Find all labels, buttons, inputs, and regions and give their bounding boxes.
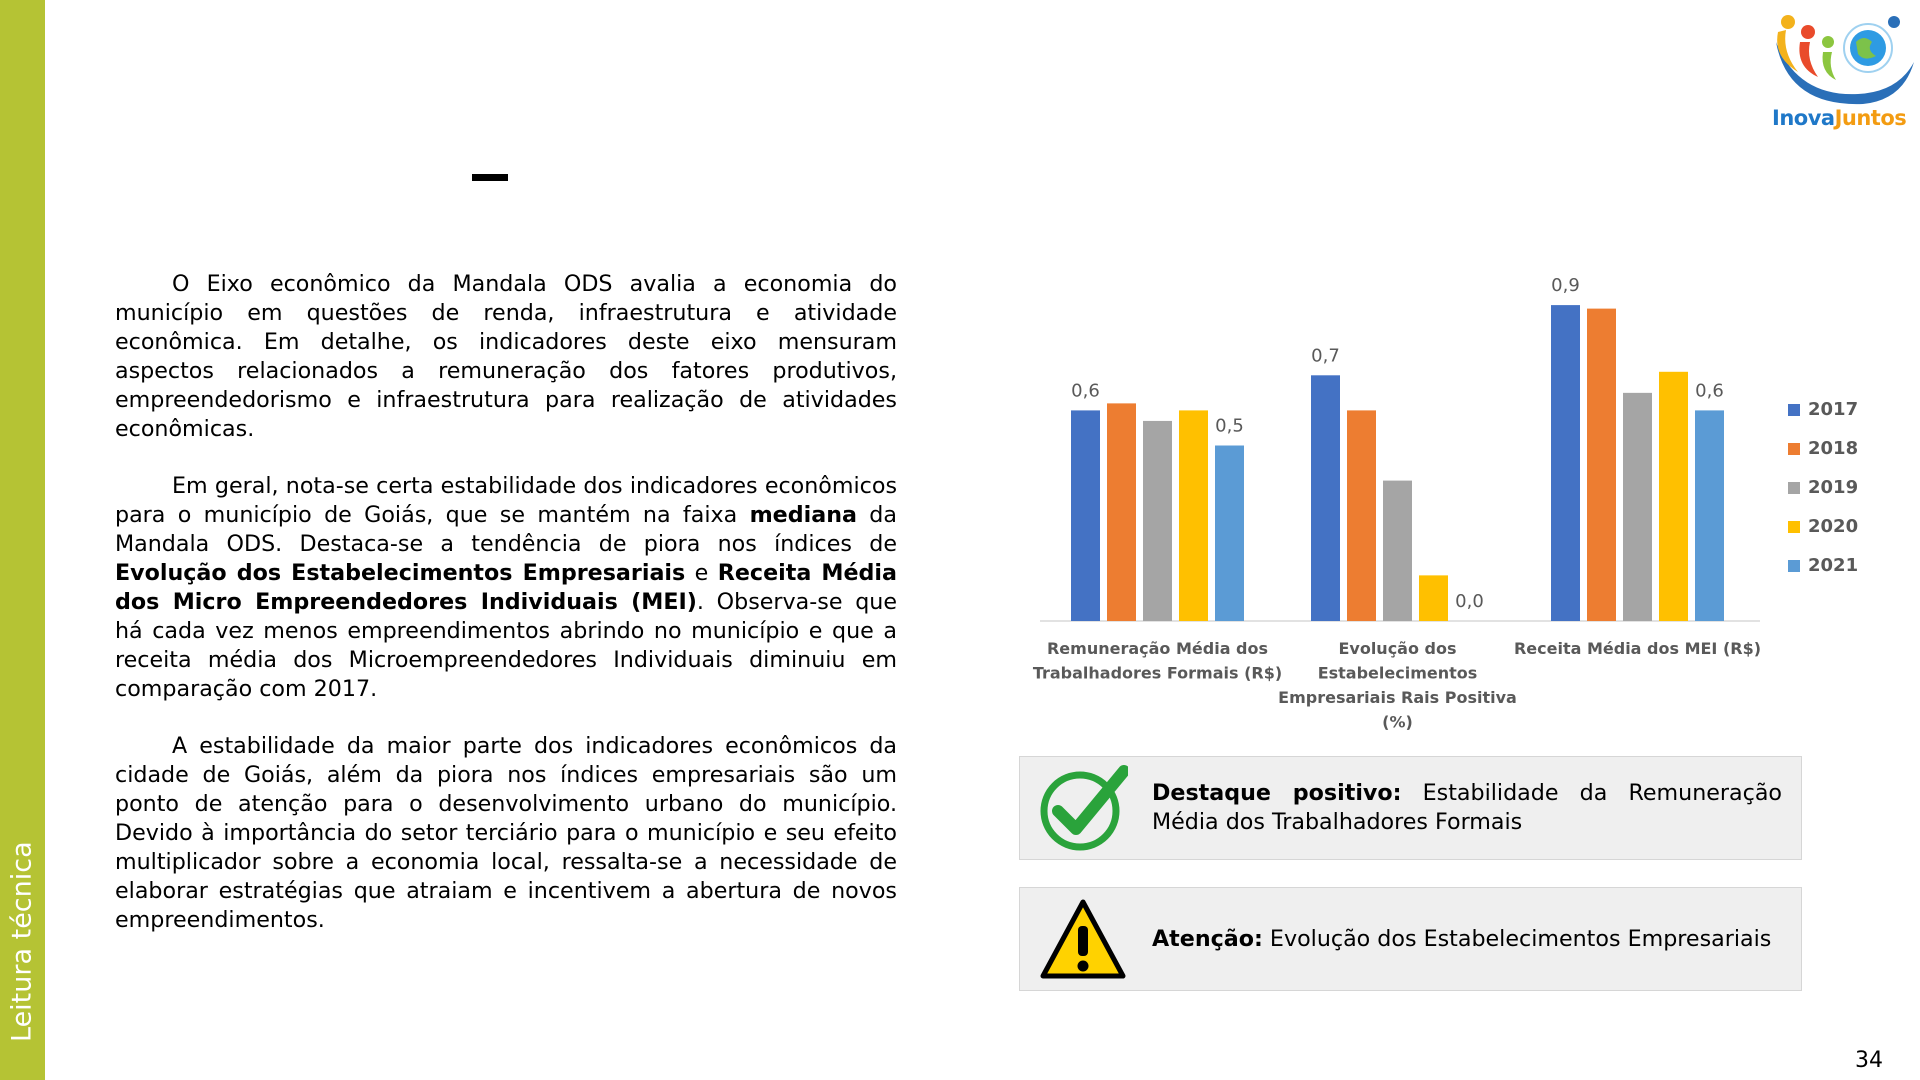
data-label: 0,5 — [1215, 415, 1244, 437]
warning-triangle-icon — [1038, 896, 1128, 984]
legend-item-2020 — [1788, 507, 1858, 546]
sidebar-label: Leitura técnica — [6, 841, 38, 1042]
legend-swatch — [1788, 443, 1800, 455]
bar-2020-cat2 — [1659, 372, 1688, 621]
legend-label: 2018 — [1808, 438, 1859, 459]
category-label: Remuneração Média dos Trabalhadores Formais (R$) — [1032, 639, 1283, 683]
warning-text: Atenção: Evolução dos Estabelecimentos Empresariais — [1152, 926, 1772, 952]
bar-chart — [1020, 250, 1780, 740]
positive-highlight-box — [1019, 756, 1802, 860]
bar-2020-cat0 — [1179, 410, 1208, 621]
data-label: 0,0 — [1455, 591, 1484, 612]
legend-swatch — [1788, 521, 1800, 533]
paragraph-overview: Em geral, nota-se certa estabilidade dos indicadores econômicos para o município de Goiás, que se mantém na faixa mediana da Mandala ODS. Destaca-se a tendência de piora nos índices de Evolução dos Estabelecimentos Empresariais e Receita Média dos Micro Empreendedores Individuais (MEI). Observa-se que há cada vez menos empreendimentos abrindo no município e que a receita média dos Microempreendedores Individuais diminuiu em comparação com 2017. — [115, 473, 897, 702]
check-circle-icon — [1038, 765, 1128, 853]
logo-wordmark: InovaJuntos — [1772, 106, 1907, 130]
bar-2020-cat1 — [1419, 575, 1448, 621]
category-label: Evolução dos Estabelecimentos Empresariais Rais Positiva (%) — [1278, 639, 1517, 732]
chart-legend — [1788, 390, 1858, 585]
bar-2019-cat1 — [1383, 481, 1412, 621]
data-label: 0,6 — [1071, 380, 1100, 402]
data-label: 0,7 — [1311, 345, 1340, 367]
paragraph-conclusion: A estabilidade da maior parte dos indicadores econômicos da cidade de Goiás, além da piora nos índices empresariais são um ponto de atenção para o desenvolvimento urbano do município. Devido à importância do setor terciário para o município e seu efeito multiplicador sobre a economia local, ressalta-se a necessidade de elaborar estratégias que atraiam e incentivem a abertura de novos empreendimentos. — [115, 733, 897, 933]
bar-2018-cat1 — [1347, 410, 1376, 621]
bar-2018-cat0 — [1107, 403, 1136, 621]
data-label: 0,9 — [1551, 275, 1580, 297]
data-label: 0,6 — [1695, 380, 1724, 402]
bar-2018-cat2 — [1587, 309, 1616, 621]
bar-2021-cat0 — [1215, 446, 1244, 622]
title-dash — [472, 174, 508, 181]
legend-swatch — [1788, 560, 1800, 572]
sidebar-band — [0, 0, 45, 1080]
bar-2019-cat2 — [1623, 393, 1652, 621]
body-text — [115, 270, 897, 963]
legend-item-2019 — [1788, 468, 1858, 507]
category-label: Receita Média dos MEI (R$) — [1513, 639, 1762, 658]
legend-label: 2021 — [1808, 555, 1859, 576]
legend-label: 2017 — [1808, 399, 1859, 420]
page-number: 34 — [1855, 1048, 1883, 1073]
legend-item-2018 — [1788, 429, 1858, 468]
legend-item-2021 — [1788, 546, 1858, 585]
warning-box — [1019, 887, 1802, 991]
legend-swatch — [1788, 404, 1800, 416]
paragraph-intro: O Eixo econômico da Mandala ODS avalia a economia do município em questões de renda, infraestrutura e atividade econômica. Em detalhe, os indicadores deste eixo mensuram aspectos relacionados a remuneração dos fatores produtivos, empreendedorismo e infraestrutura para realização de atividades econômicas. — [115, 271, 897, 442]
bar-2017-cat2 — [1551, 305, 1580, 621]
legend-swatch — [1788, 482, 1800, 494]
bar-2017-cat0 — [1071, 410, 1100, 621]
bar-2019-cat0 — [1143, 421, 1172, 621]
legend-label: 2020 — [1808, 516, 1859, 537]
bar-2021-cat2 — [1695, 410, 1724, 621]
legend-label: 2019 — [1808, 477, 1859, 498]
legend-item-2017 — [1788, 390, 1858, 429]
positive-highlight-text: Destaque positivo: Estabilidade da Remuneração Média dos Trabalhadores Formais — [1152, 780, 1782, 835]
bar-2017-cat1 — [1311, 375, 1340, 621]
